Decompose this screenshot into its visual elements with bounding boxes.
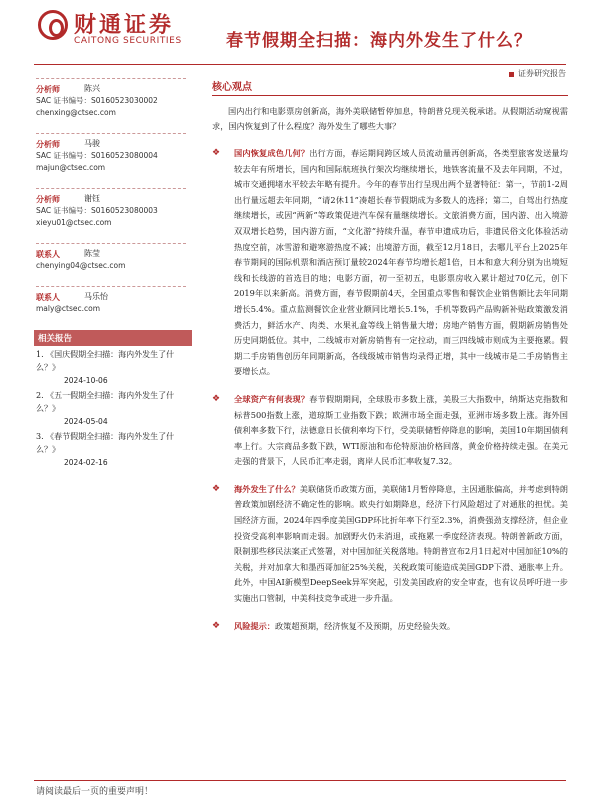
section-body: 出行方面，春运期间跨区域人员流动量再创新高，各类型旅客发送量均较去年有所增长，国内和国际航班执行架次均继续增长，地铁客流量不及去年同期，不过，城市交通拥堵水平较去年略有提升。今年的春节出行呈现出两个显著特征：第一，节前1-2周出行量远超去年同期，“请2休11”凑超长春节假期成为多数人的选择；第二，自驾出行热度继续增长，或因“两新”等政策促进汽车保有量继续增长。文旅消费方面，国内游、出入境游双双增长趋势，国内游方面，“文化游”持续升温，春节申遗成功后，非遗民俗文化体验活动热度空前，冰雪游和避寒游热度不减；出境游方面，截至12月18日，去哪儿平台上2025年春节期间的国际机票和酒店预订量较2024年春节均增长超1倍，日本和意大利分别为出境短线和长线游的首选目的地；电影方面，初一至初五，电影票房收入累计超过70亿元，创下2019年以来新高。消费方面，春节假期前4天，全国重点零售和餐饮企业销售额比去年同期增长5.4%。重点监测餐饮企业营业额同比增长5.1%，手机等数码产品购新补贴政策激发消费活力，鲜活水产、肉类、水果礼盒等线上销售量大增；房地产销售方面，假期新房销售处历史同期低位。其中，二线城市对新房销售有一定拉动，而三四线城市则成为主要拖累。假期二手房销售创历年同期新高，各线级城市销售均录得正增，其中一线城市是二手房销售主要增长点。 (234, 148, 568, 377)
footer-divider (34, 780, 566, 781)
section-head: 风险提示： (234, 620, 275, 631)
section-head: 全球资产有何表现？ (234, 393, 310, 404)
core-intro: 国内出行和电影票房创新高，海外美联储暂停加息，特朗普兑现关税承诺。从假期活动窥视需求，国内恢复到了什么程度？海外发生了哪些大事？ (212, 106, 568, 131)
page-title: 春节假期全扫描：海内外发生了什么？ (226, 31, 532, 51)
contact-name: 陈莹 (84, 249, 100, 258)
analyst-card (36, 188, 186, 229)
section-head: 海外发生了什么？ (234, 483, 300, 494)
section-body: 美联储货币政策方面，美联储1月暂停降息，主因通胀偏高，并考虑到特朗普政策加剧经济不确定性的影响。欧央行如期降息，经济下行风险超过了对通胀的担忧。美国经济方面，2024年四季度美国GDP环比折年率下行至2.3%，消费强劲支撑经济，但企业投资受高利率影响而走弱。加剧野火仍未消退，或拖累一季度经济表现。特朗普新政方面，限制那些移民法案正式签署，对中国加征关税落地。特朗普宣布2月1日起对中国加征10%的关税，并对加拿大和墨西哥加征25%关税，关税政策可能造成美国GDP下滑、通胀率上升。此外，中国AI新模型DeepSeek异军突起，引发美国政府的安全审查，也有议员呼吁进一步实施出口管制，中美科技竞争或进一步升温。 (234, 483, 568, 604)
main-content (212, 78, 568, 634)
contact-card (36, 286, 186, 315)
footer-disclaimer: 请阅读最后一页的重要声明！ (36, 787, 154, 797)
diamond-bullet-icon: ❖ (212, 393, 221, 404)
analyst-role: 分析师 (36, 194, 60, 204)
analyst-name: 马骏 (84, 139, 100, 148)
brand-logo-mark (38, 10, 68, 40)
core-views-heading: 核心观点 (212, 78, 568, 96)
analyst-name: 谢钰 (84, 194, 100, 203)
brand-logo (38, 8, 188, 50)
related-report-text[interactable]: 2. 《五一假期全扫描：海内外发生了什么？》 (36, 391, 175, 413)
analyst-cert: SAC 证书编号：S0160523030002 (36, 96, 158, 105)
analyst-cert: SAC 证书编号：S0160523080004 (36, 151, 158, 160)
related-reports (34, 330, 192, 469)
section-body: 春节假期期间，全球股市多数上涨，美股三大指数中，纳斯达克指数和标普500指数上涨，道琼斯工业指数下跌；欧洲市场全面走强，亚洲市场多数上涨。海外国债利率多数下行，法德意日长债利率均下行，受美联储暂停降息的影响，美国10年期国债利率上行。大宗商品多数下跌，WTI原油和布伦特原油价格回落，黄金价格持续走强。在美元走强的背景下，人民币汇率走弱，离岸人民币汇率收复7.32。 (234, 393, 568, 467)
section-body: 政策超预期，经济恢复不及预期，历史经验失效。 (274, 620, 456, 631)
analyst-email[interactable]: chenxing@ctsec.com (36, 108, 116, 117)
analyst-name: 陈兴 (84, 84, 100, 93)
related-report-text[interactable]: 3. 《春节假期全扫描：海内外发生了什么？》 (36, 432, 175, 454)
related-report-text[interactable]: 1. 《国庆假期全扫描：海内外发生了什么？》 (36, 350, 175, 372)
related-report-date: 2024-02-16 (64, 458, 108, 467)
related-reports-title: 相关报告 (34, 330, 192, 346)
contact-email[interactable]: chenying04@ctsec.com (36, 261, 126, 270)
analyst-card (36, 78, 186, 119)
brand-name-en: CAITONG SECURITIES (74, 36, 182, 46)
brand-name-cn: 财通证券 (74, 13, 175, 38)
section-overseas (212, 482, 568, 607)
section-risk (212, 619, 568, 635)
related-report-date: 2024-10-06 (64, 376, 108, 385)
contact-email[interactable]: maly@ctsec.com (36, 304, 101, 313)
diamond-bullet-icon: ❖ (212, 620, 221, 631)
analyst-card (36, 133, 186, 174)
contact-role: 联系人 (36, 249, 60, 259)
square-bullet-icon (509, 72, 514, 77)
section-head: 国内恢复成色几何？ (234, 148, 310, 158)
related-report-item[interactable] (34, 348, 192, 387)
contact-card (36, 243, 186, 272)
contact-name: 马乐怡 (84, 292, 108, 301)
analyst-role: 分析师 (36, 84, 60, 94)
analyst-email[interactable]: majun@ctsec.com (36, 163, 106, 172)
analyst-email[interactable]: xieyu01@ctsec.com (36, 218, 112, 227)
report-type-text: 证券研究报告 (518, 69, 566, 78)
analyst-cert: SAC 证书编号：S0160523080003 (36, 206, 158, 215)
related-report-item[interactable] (34, 430, 192, 469)
diamond-bullet-icon: ❖ (212, 483, 221, 494)
related-report-item[interactable] (34, 389, 192, 428)
contact-role: 联系人 (36, 292, 60, 302)
related-report-date: 2024-05-04 (64, 417, 108, 426)
section-global-assets (212, 392, 568, 470)
header-divider (34, 64, 566, 65)
diamond-bullet-icon: ❖ (212, 148, 221, 158)
analyst-sidebar (36, 78, 186, 329)
analyst-role: 分析师 (36, 139, 60, 149)
section-domestic (212, 146, 568, 380)
